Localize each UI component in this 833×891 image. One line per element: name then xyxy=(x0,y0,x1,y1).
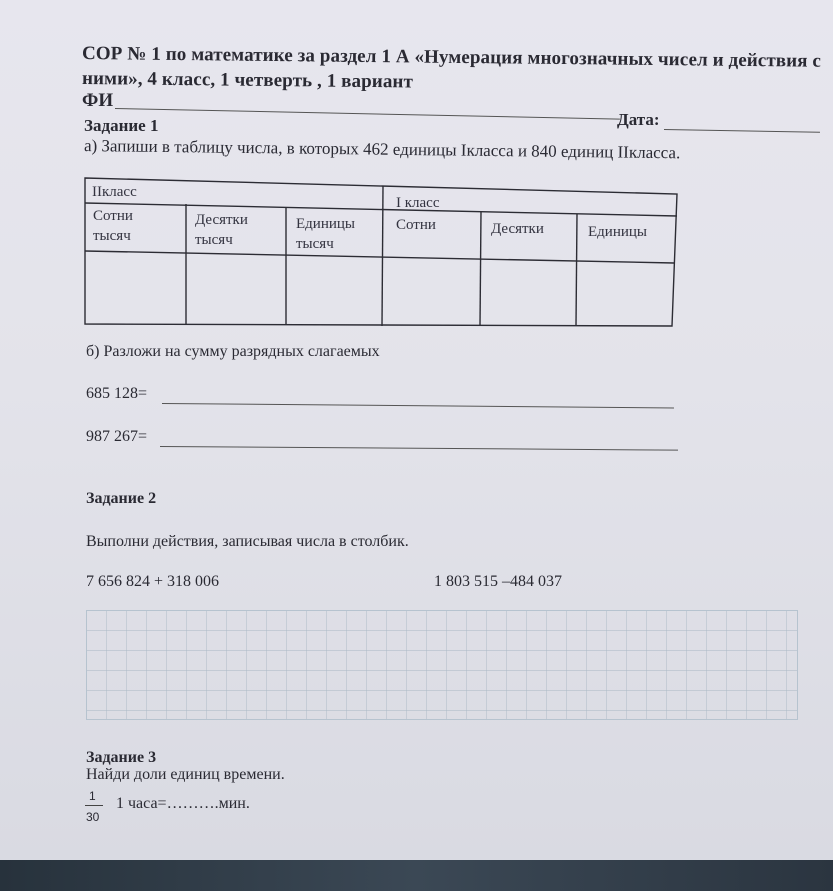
task2-heading: Задание 2 xyxy=(86,490,157,507)
task2-expr-subtraction: 1 803 515 –484 037 xyxy=(434,573,562,590)
date-label: Дата: xyxy=(617,110,660,129)
task3-expr-text: 1 часа= xyxy=(116,795,167,812)
class2-header: IIкласс xyxy=(92,184,137,200)
calculation-grid xyxy=(86,610,798,720)
fi-underline xyxy=(115,108,620,120)
table-row-divider xyxy=(85,251,674,263)
table-col-sep-5 xyxy=(576,214,577,326)
answer-line-2 xyxy=(160,446,678,451)
place-value-table xyxy=(80,176,680,332)
task2-instruction: Выполни действия, записывая числа в столбик. xyxy=(86,533,409,550)
task3-unit: мин. xyxy=(218,795,250,812)
task3-dots: ………. xyxy=(166,795,219,812)
col-units: Единицы xyxy=(588,224,647,240)
fraction-numerator: 1 xyxy=(89,789,96,803)
date-underline xyxy=(664,129,820,133)
col-hundreds: Сотни xyxy=(396,217,436,233)
task3-instruction: Найди доли единиц времени. xyxy=(86,766,285,783)
answer-line-1 xyxy=(162,403,674,408)
fraction-denominator: 30 xyxy=(86,810,100,824)
expr-987267: 987 267= xyxy=(86,428,148,445)
title-line-2: ними», 4 класс, 1 четверть , 1 вариант xyxy=(81,68,414,93)
task1-part-a: а) Запиши в таблицу числа, в которых 462 единицы Iкласса и 840 единиц IIкласса. xyxy=(83,136,681,163)
task3-expression xyxy=(116,795,250,813)
col2-line1: Десятки xyxy=(195,212,248,228)
col-tens-thousands xyxy=(195,210,248,250)
col-tens: Десятки xyxy=(491,221,544,237)
col2-line2: тысяч xyxy=(195,232,233,248)
col3-line1: Единицы xyxy=(296,216,355,232)
table-header-divider xyxy=(85,203,677,216)
col3-line2: тысяч xyxy=(296,236,334,252)
task1-part-b: б) Разложи на сумму разрядных слагаемых xyxy=(86,343,380,360)
task2-expr-addition: 7 656 824 + 318 006 xyxy=(86,573,220,590)
task3-heading: Задание 3 xyxy=(86,749,157,766)
table-border xyxy=(85,178,677,326)
col-units-thousands xyxy=(296,214,355,254)
fraction-bar xyxy=(85,805,103,806)
title-line-1: СОР № 1 по математике за раздел 1 А «Нумерация многозначных чисел и действия с xyxy=(81,43,822,72)
desk-surface xyxy=(0,860,833,891)
grid-cells xyxy=(86,610,798,720)
table-col-sep-4 xyxy=(480,212,481,326)
fi-label: ФИ xyxy=(82,90,114,111)
expr-685128: 685 128= xyxy=(86,385,148,402)
col1-line2: тысяч xyxy=(93,228,131,244)
table-class-separator xyxy=(382,186,383,326)
task1-heading: Задание 1 xyxy=(84,116,159,135)
col-hundreds-thousands xyxy=(93,206,133,246)
col1-line1: Сотни xyxy=(93,208,133,224)
class1-header: I класс xyxy=(396,195,440,211)
